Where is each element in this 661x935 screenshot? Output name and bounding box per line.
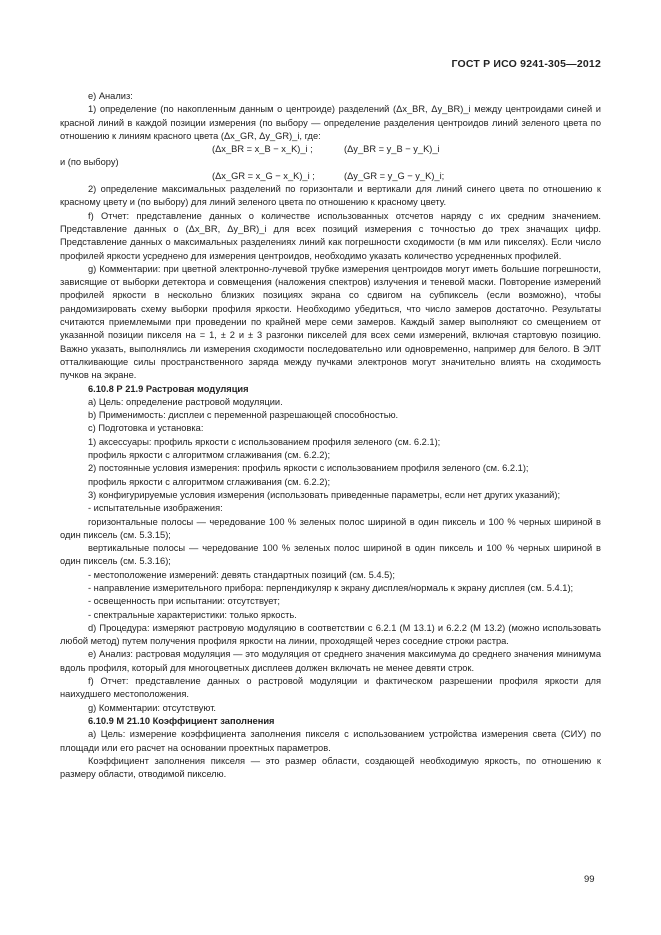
formula-dy-br: (Δy_BR = y_B − y_K)_i	[344, 144, 440, 155]
formula-line	[60, 170, 601, 183]
paragraph: профиль яркости с алгоритмом сглаживания (см. 6.2.2);	[88, 450, 331, 461]
section-heading: 6.10.8 Р 21.9 Растровая модуляция	[88, 383, 249, 394]
paragraph: 2) определение максимальных разделений по горизонтали и вертикали для линий синего цвета по отношению к красному цвету и (по выбору) для линий зеленого цвета по отношению к красному цвету.	[60, 184, 601, 208]
formula-dy-gr: (Δy_GR = y_G − y_K)_i;	[344, 170, 445, 181]
formula-dx-gr: (Δx_GR = x_G − x_K)_i ;	[212, 170, 315, 181]
paragraph: - направление измерительного прибора: перпендикуляр к экрану дисплея/нормаль к экрану дисплея (см. 5.4.1);	[88, 582, 574, 593]
paragraph: d) Процедура: измеряют растровую модуляцию в соответствии с 6.2.1 (M 13.1) и 6.2.2 (M 13.2) (можно использовать любой метод) путем получения профиля яркости на линии, проходящей через соседние строки растра.	[60, 622, 601, 647]
paragraph: профиль яркости с алгоритмом сглаживания (см. 6.2.2);	[88, 476, 331, 487]
paragraph: e) Анализ:	[88, 91, 133, 101]
paragraph: b) Применимость: дисплеи с переменной разрешающей способностью.	[88, 410, 399, 421]
paragraph: a) Цель: измерение коэффициента заполнения пикселя с использованием устройства измерения света (СИУ) по площади или его расчет на основании проектных параметров.	[60, 729, 601, 753]
paragraph: f) Отчет: представление данных о количестве использованных отсчетов наряду с их средним значением. Представление данных о (Δx_BR, Δy_BR)_i для всех позиций измерения с точностью до трех значащих цифр. Представление данных о максимальных разделениях линий как погрешности сходимости (в мм или пикселях). Если число профилей яркости усреднено для измерения центроидов, необходимо указать количество усредненных профилей.	[60, 210, 601, 261]
page-number: 99	[584, 874, 595, 885]
paragraph: 1) определение (по накопленным данным о центроиде) разделений (Δx_BR, Δy_BR)_i между центроидами синей и красной линий в каждой позиции измерения (по выбору — определение разделения центроидов линий зеленого цвета по отношению к линиям красного цвета (Δx_GR, Δy_GR)_i, где:	[60, 104, 601, 141]
page-content	[60, 90, 601, 781]
paragraph: e) Анализ: растровая модуляция — это модуляция от среднего значения максимума до среднего значения минимума вдоль профиля, который для многоцветных дисплеев должен включать не менее девяти строк.	[60, 649, 601, 673]
paragraph: c) Подготовка и установка:	[88, 423, 204, 434]
paragraph: - спектральные характеристики: только яркость.	[88, 609, 297, 620]
paragraph: 2) постоянные условия измерения: профиль яркости с использованием профиля зеленого (см. 6.2.1);	[88, 463, 529, 474]
section-heading: 6.10.9 M 21.10 Коэффициент заполнения	[88, 715, 275, 726]
paragraph: g) Комментарии: отсутствуют.	[88, 702, 217, 713]
document-header: ГОСТ Р ИСО 9241-305—2012	[451, 58, 601, 70]
paragraph: горизонтальные полосы — чередование 100 % зеленых полос шириной в один пиксель и 100 % черных шириной в один пиксель (см. 5.3.15);	[60, 516, 601, 540]
formula-line	[60, 143, 601, 156]
paragraph: 3) конфигурируемые условия измерения (использовать приведенные параметры, если нет других указаний);	[88, 489, 561, 500]
paragraph: - испытательные изображения:	[88, 503, 223, 514]
formula-line	[60, 156, 601, 169]
paragraph: g) Комментарии: при цветной электронно-лучевой трубке измерения центроидов могут иметь большие погрешности, зависящие от выборки детектора и совмещения (наложения спектров) излучения и теневой маски. Повторение измерений профилей яркости в нескольно близких позициях экрана со сдвигом на субпиксель (если возможно), чтобы рандомизировать схему выборки профиля яркости. Необходимо убедиться, что число замеров достаточно. Результаты считаются приемлемыми при проведении по крайней мере семи замеров. Каждый замер выполняют со смещением от указанной позиции пикселя на = 1, ± 2 и ± 3 разгонки пикселей для всех семи измерений, включая стартовую позицию. Важно указать, выполнялись ли измерения сходимости последовательно или одновременно, например для белого. В ЭЛТ отталкивающие силы пространственного заряда между пучками электронов могут значительно влиять на сходимость пучков на экране.	[60, 263, 601, 381]
paragraph: 1) аксессуары: профиль яркости с использованием профиля зеленого (см. 6.2.1);	[88, 436, 441, 447]
paragraph: вертикальные полосы — чередование 100 % зеленых полос шириной в один пиксель и 100 % черных шириной в один пиксель (см. 5.3.16);	[60, 543, 601, 567]
paragraph: f) Отчет: представление данных о растровой модуляции и фактическом разрешении профиля яркости для наихудшего местоположения.	[60, 676, 601, 700]
paragraph: - освещенность при испытании: отсутствует;	[88, 596, 280, 607]
paragraph: Коэффициент заполнения пикселя — это размер области, создающей необходимую яркость, по отношению к размеру области, отводимой пикселю.	[60, 755, 601, 780]
paragraph: a) Цель: определение растровой модуляции.	[88, 396, 283, 407]
paragraph: - местоположение измерений: девять стандартных позиций (см. 5.4.5);	[88, 569, 395, 580]
formula-dx-br: (Δx_BR = x_B − x_K)_i ;	[212, 144, 313, 155]
formula-prefix: и (по выбору)	[60, 157, 119, 168]
